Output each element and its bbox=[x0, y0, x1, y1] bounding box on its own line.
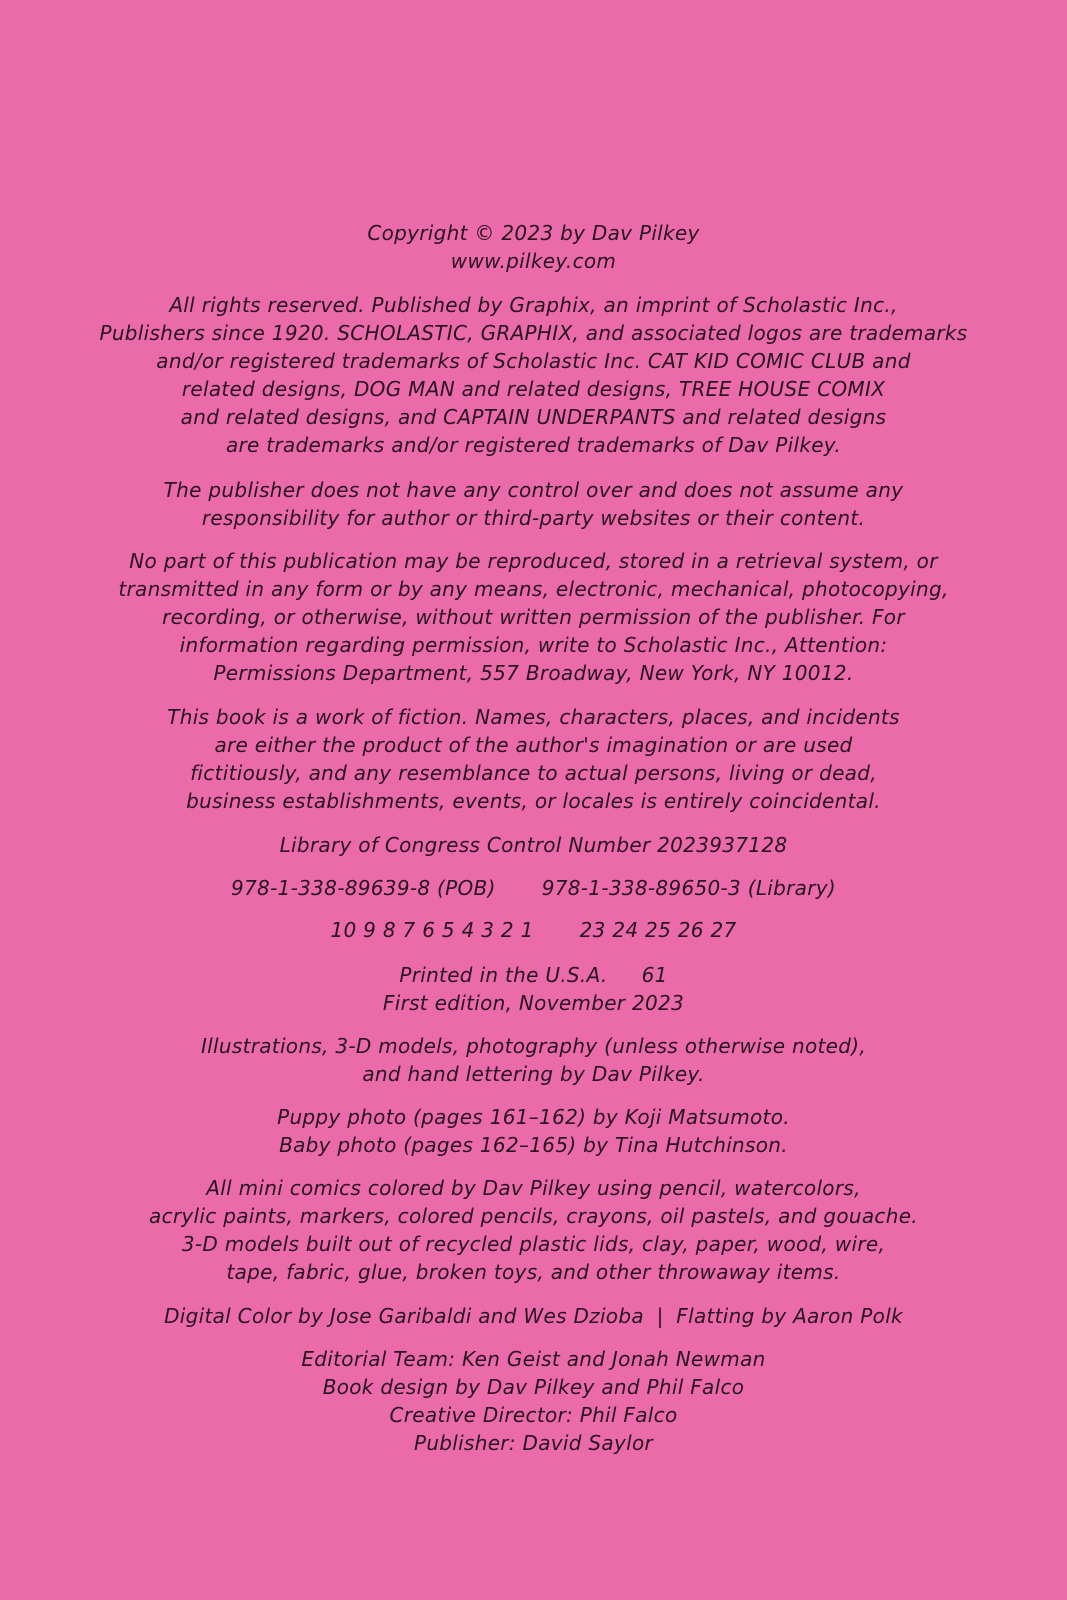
reproduction-line: No part of this publication may be reproduced, stored in a retrieval system, or bbox=[129, 549, 938, 573]
credit-separator: | bbox=[656, 1304, 664, 1328]
fiction-block bbox=[60, 703, 1007, 815]
digital-color-block bbox=[60, 1302, 1007, 1330]
illustrations-block bbox=[60, 1032, 1007, 1088]
loc-block bbox=[60, 831, 1007, 859]
publisher-notice-block bbox=[60, 476, 1007, 532]
rights-line: Publishers since 1920. SCHOLASTIC, GRAPHIX, and associated logos are trademarks bbox=[99, 321, 968, 345]
rights-line: and related designs, and CAPTAIN UNDERPANTS and related designs bbox=[180, 405, 887, 429]
credits-line: Publisher: David Saylor bbox=[413, 1431, 654, 1455]
isbn-pob: 978-1-338-89639-8 (POB) bbox=[231, 876, 496, 900]
photo-credit-line: Baby photo (pages 162–165) by Tina Hutchinson. bbox=[279, 1133, 788, 1157]
website-line: www.pilkey.com bbox=[450, 249, 617, 273]
photo-credit-line: Puppy photo (pages 161–162) by Koji Matsumoto. bbox=[277, 1105, 790, 1129]
printed-block bbox=[60, 961, 1007, 1017]
digital-color-credit: Digital Color by Jose Garibaldi and Wes Dzioba bbox=[164, 1304, 644, 1328]
reproduction-line: transmitted in any form or by any means, electronic, mechanical, photocopying, bbox=[118, 577, 949, 601]
copyright-block bbox=[60, 219, 1007, 275]
printing-line-block bbox=[60, 916, 1007, 944]
digital-color-line bbox=[60, 1302, 1007, 1330]
fiction-line: fictitiously, and any resemblance to actual persons, living or dead, bbox=[190, 761, 877, 785]
isbn-library: 978-1-338-89650-3 (Library) bbox=[541, 876, 836, 900]
illustrations-line: and hand lettering by Dav Pilkey. bbox=[362, 1062, 705, 1086]
rights-line: are trademarks and/or registered trademarks of Dav Pilkey. bbox=[225, 433, 842, 457]
fiction-line: are either the product of the author's imagination or are used bbox=[214, 733, 853, 757]
credits-line: Creative Director: Phil Falco bbox=[389, 1403, 678, 1427]
reproduction-line: recording, or otherwise, without written permission of the publisher. For bbox=[162, 605, 905, 629]
loc-number: Library of Congress Control Number 2023937128 bbox=[279, 833, 788, 857]
rights-line: related designs, DOG MAN and related designs, TREE HOUSE COMIX bbox=[181, 377, 886, 401]
reproduction-line: Permissions Department, 557 Broadway, New York, NY 10012. bbox=[213, 661, 854, 685]
rights-line: and/or registered trademarks of Scholastic Inc. CAT KID COMIC CLUB and bbox=[156, 349, 911, 373]
isbn-block bbox=[60, 874, 1007, 902]
credits-block bbox=[60, 1345, 1007, 1457]
mini-comics-block bbox=[60, 1174, 1007, 1286]
rights-line: All rights reserved. Published by Graphix, an imprint of Scholastic Inc., bbox=[169, 293, 898, 317]
copyright-line: Copyright © 2023 by Dav Pilkey bbox=[367, 221, 700, 245]
fiction-line: This book is a work of fiction. Names, characters, places, and incidents bbox=[167, 705, 900, 729]
photos-block bbox=[60, 1103, 1007, 1159]
illustrations-line: Illustrations, 3-D models, photography (unless otherwise noted), bbox=[200, 1034, 866, 1058]
credits-line: Book design by Dav Pilkey and Phil Falco bbox=[322, 1375, 745, 1399]
printing-sequence: 10 9 8 7 6 5 4 3 2 1 bbox=[330, 918, 534, 942]
printing-years: 23 24 25 26 27 bbox=[579, 918, 737, 942]
mini-comics-line: All mini comics colored by Dav Pilkey using pencil, watercolors, bbox=[206, 1176, 861, 1200]
edition-line: First edition, November 2023 bbox=[382, 991, 685, 1015]
publisher-notice-line: responsibility for author or third-party websites or their content. bbox=[201, 506, 866, 530]
reproduction-block bbox=[60, 547, 1007, 687]
mini-comics-line: tape, fabric, glue, broken toys, and other throwaway items. bbox=[226, 1260, 841, 1284]
reproduction-line: information regarding permission, write to Scholastic Inc., Attention: bbox=[179, 633, 888, 657]
mini-comics-line: 3-D models built out of recycled plastic lids, clay, paper, wood, wire, bbox=[181, 1232, 886, 1256]
publisher-notice-line: The publisher does not have any control over and does not assume any bbox=[163, 478, 904, 502]
rights-block bbox=[60, 291, 1007, 459]
flatting-credit: Flatting by Aaron Polk bbox=[676, 1304, 903, 1328]
printed-country: Printed in the U.S.A. bbox=[399, 963, 608, 987]
mini-comics-line: acrylic paints, markers, colored pencils, crayons, oil pastels, and gouache. bbox=[149, 1204, 918, 1228]
credits-line: Editorial Team: Ken Geist and Jonah Newman bbox=[301, 1347, 766, 1371]
fiction-line: business establishments, events, or locales is entirely coincidental. bbox=[186, 789, 881, 813]
printer-code: 61 bbox=[641, 963, 668, 987]
